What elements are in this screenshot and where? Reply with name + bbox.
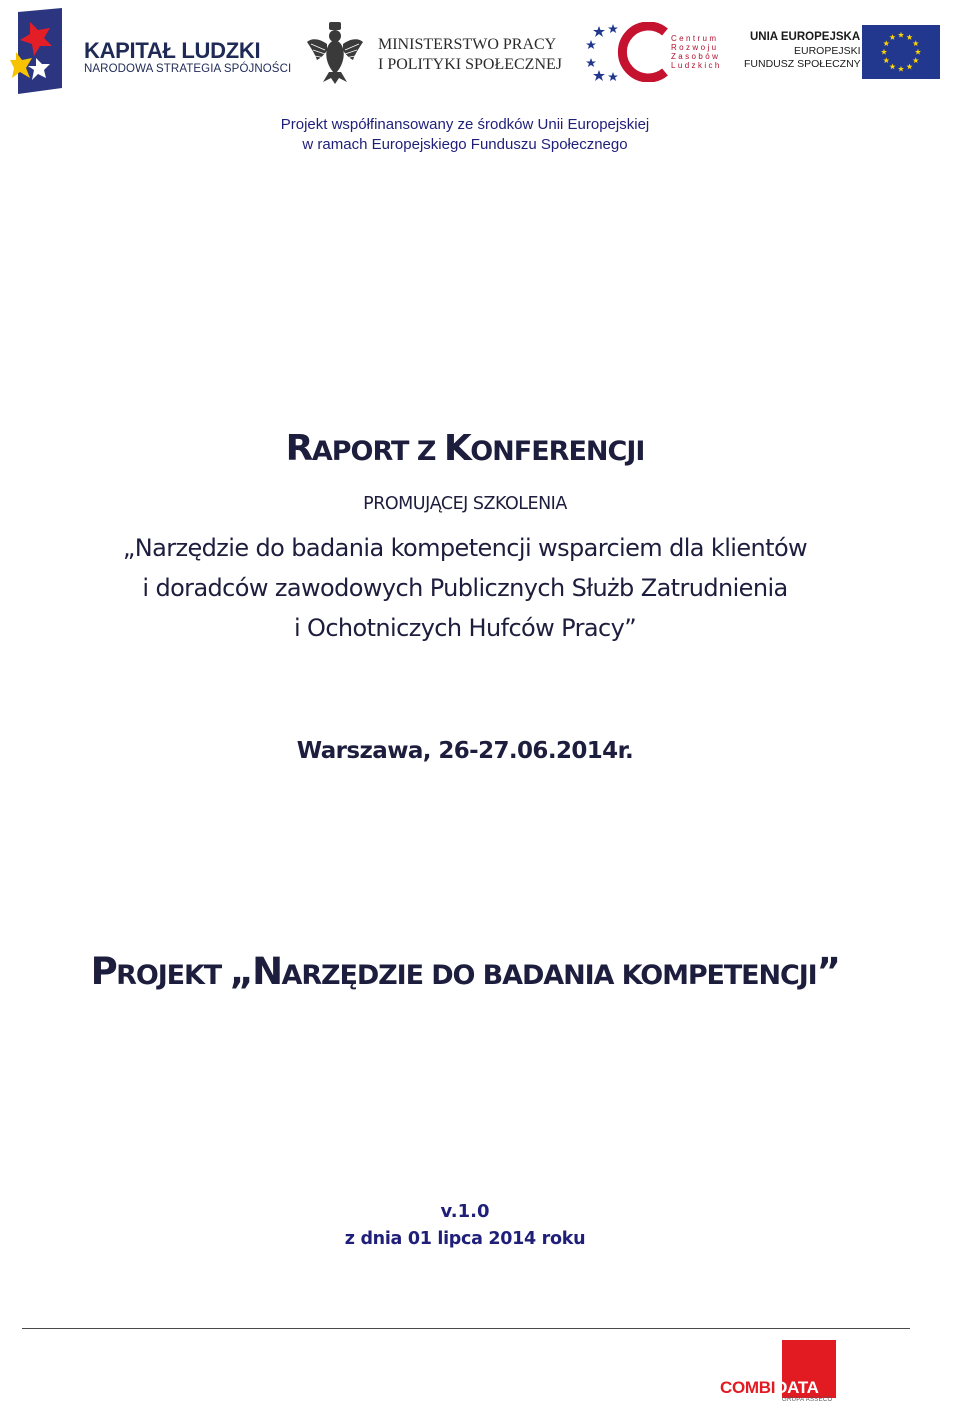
project-title (0, 950, 930, 993)
training-title-line-1: „Narzędzie do badania kompetencji wsparciem dla klientów (122, 534, 808, 562)
ministry-line-1: MINISTERSTWO PRACY (378, 36, 557, 53)
place-and-date: Warszawa, 26-27.06.2014r. (296, 738, 634, 764)
project-cap-n: „N (229, 950, 282, 993)
ministry-logo (305, 20, 565, 86)
project-rest-n: ARZĘDZIE DO BADANIA KOMPETENCJI (281, 960, 817, 991)
eu-line-1: UNIA EUROPEJSKA (750, 31, 861, 43)
kapital-ludzki-title: KAPITAŁ LUDZKI (84, 38, 261, 63)
title-rest-r: APORT Z (311, 436, 444, 467)
combidata-logo (718, 1340, 843, 1406)
eu-flag-icon (862, 25, 940, 79)
crzl-line: Ludzkich (671, 61, 722, 70)
combidata-part-1: COMBI (720, 1378, 776, 1397)
kapital-ludzki-flag-icon (10, 8, 64, 94)
kapital-ludzki-subtitle: NARODOWA STRATEGIA SPÓJNOŚCI (84, 63, 292, 75)
title-cap-k: K (443, 428, 471, 469)
eu-line-2: EUROPEJSKI (794, 45, 861, 57)
project-cap-p: P (90, 950, 117, 993)
training-title (0, 528, 930, 648)
training-title-line-3: i Ochotniczych Hufców Pracy” (293, 614, 637, 642)
promo-heading: PROMUJĄCEJ SZKOLENIA (363, 494, 567, 514)
combidata-wordmark (720, 1378, 819, 1398)
crzl-line: Rozwoju (671, 43, 719, 52)
cofinancing-line-2: w ramach Europejskiego Funduszu Społecznego (302, 136, 628, 153)
version-date: z dnia 01 lipca 2014 roku (344, 1229, 586, 1249)
project-close-quote: ” (816, 950, 840, 993)
version-number: v.1.0 (440, 1201, 490, 1222)
crzl-text (671, 34, 722, 70)
combidata-subtext: GRUPA ASSECO (782, 1397, 833, 1403)
cofinancing-note (0, 115, 930, 155)
crzl-line: Zasobów (671, 52, 721, 61)
report-title (0, 428, 930, 469)
training-title-line-2: i doradców zawodowych Publicznych Służb Zatrudnienia (142, 574, 788, 602)
title-cap-r: R (285, 428, 312, 469)
footer-divider (22, 1328, 910, 1329)
kapital-ludzki-logo (10, 8, 292, 96)
ministry-line-2: I POLITYKI SPOŁECZNEJ (378, 56, 562, 73)
crzl-line: Centrum (671, 34, 719, 43)
eu-logo (742, 25, 942, 81)
header-logo-bar (0, 0, 960, 100)
crzl-emblem-icon (585, 22, 671, 82)
cofinancing-line-1: Projekt współfinansowany ze środków Unii Europejskiej (280, 116, 650, 133)
title-rest-k: ONFERENCJI (470, 436, 645, 467)
combidata-part-2: DATA (775, 1378, 819, 1397)
eu-line-3: FUNDUSZ SPOŁECZNY (744, 58, 861, 70)
crzl-logo (585, 22, 725, 82)
project-rest-p: ROJEKT (116, 960, 230, 991)
polish-eagle-icon (305, 20, 365, 84)
